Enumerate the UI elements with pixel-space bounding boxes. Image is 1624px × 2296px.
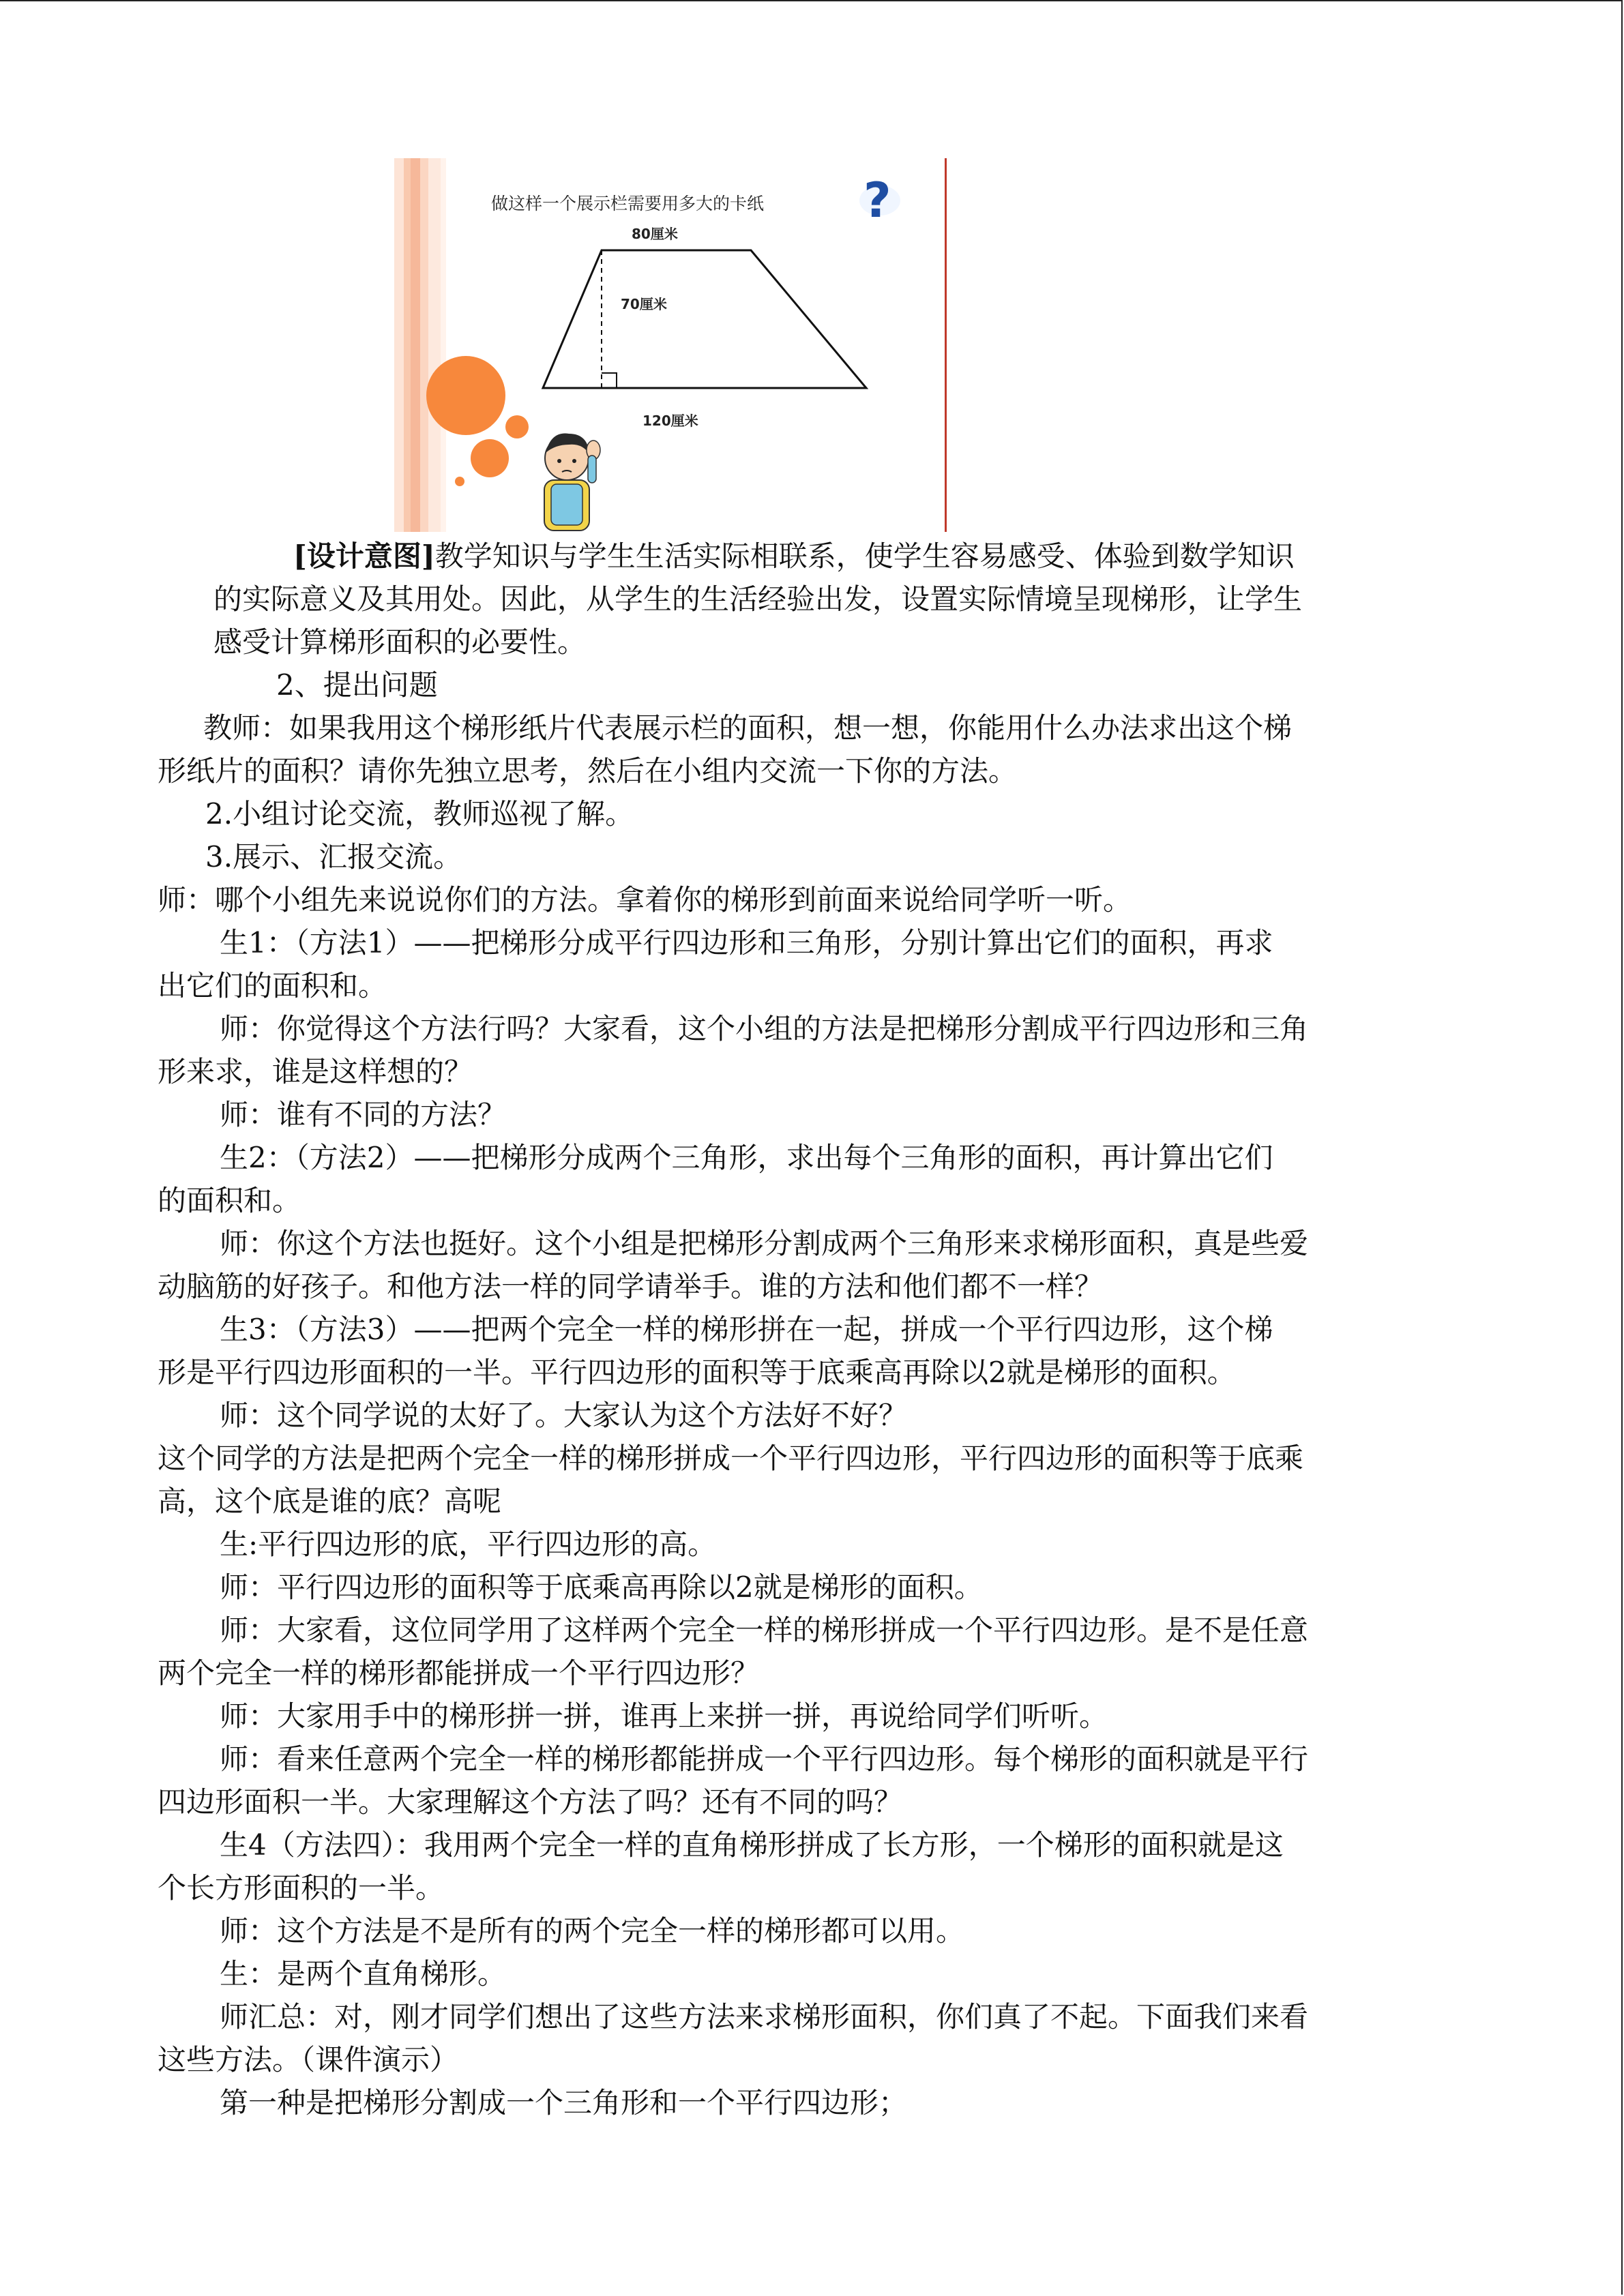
paragraph-line: 两个完全一样的梯形都能拼成一个平行四边形？: [158, 1656, 760, 1690]
paragraph-line: 这些方法。（课件演示）: [158, 2043, 459, 2076]
paragraph-line: 师汇总：对，刚才同学们想出了这些方法来求梯形面积，你们真了不起。下面我们来看: [220, 2000, 1309, 2033]
paragraph-line: 生2：（方法2）——把梯形分成两个三角形，求出每个三角形的面积，再计算出它们: [220, 1141, 1273, 1174]
paragraph-line: 这个同学的方法是把两个完全一样的梯形拼成一个平行四边形，平行四边形的面积等于底乘: [158, 1442, 1304, 1475]
decorative-circle: [505, 415, 529, 438]
intent-line-1: [293, 536, 1295, 577]
top-base-label: 80厘米: [632, 226, 678, 242]
paragraph-line: 师：你觉得这个方法行吗？大家看，这个小组的方法是把梯形分割成平行四边形和三角: [220, 1012, 1309, 1045]
paragraph-line: 师：大家看，这位同学用了这样两个完全一样的梯形拼成一个平行四边形。是不是任意: [220, 1613, 1309, 1647]
bottom-base-label: 120厘米: [643, 413, 698, 429]
paragraph-line: 的面积和。: [158, 1184, 301, 1217]
stripe-decoration: [420, 158, 428, 532]
paragraph-line: 生:平行四边形的底，平行四边形的高。: [220, 1527, 717, 1561]
paragraph-line: 3.展示、汇报交流。: [205, 840, 462, 874]
decorative-circle: [455, 477, 464, 486]
paragraph-line: 师：平行四边形的面积等于底乘高再除以2就是梯形的面积。: [220, 1570, 983, 1604]
stripe-decoration: [394, 158, 404, 532]
intent-line-3: 感受计算梯形面积的必要性。: [213, 625, 587, 659]
paragraph-line: 师：大家用手中的梯形拼一拼，谁再上来拼一拼，再说给同学们听听。: [220, 1699, 1108, 1733]
intent-text: 教学知识与学生生活实际相联系，使学生容易感受、体验到数学知识: [434, 539, 1295, 573]
paragraph-line: 高，这个底是谁的底？高呢: [158, 1485, 502, 1518]
paragraph-line: 生3：（方法3）——把两个完全一样的梯形拼在一起，拼成一个平行四边形，这个梯: [220, 1313, 1273, 1346]
paragraph-line: 师：这个同学说的太好了。大家认为这个方法好不好？: [220, 1399, 908, 1432]
paragraph-line: 教师：如果我用这个梯形纸片代表展示栏的面积，想一想，你能用什么办法求出这个梯: [203, 711, 1293, 745]
svg-text:?: ?: [863, 173, 891, 228]
decorative-circle: [471, 439, 509, 477]
section-heading: 2、提出问题: [276, 668, 438, 702]
slide-right-border: [945, 158, 947, 532]
paragraph-line: 师：看来任意两个完全一样的梯形都能拼成一个平行四边形。每个梯形的面积就是平行: [220, 1742, 1309, 1776]
design-intent-label: [设计意图]: [293, 539, 435, 573]
stripe-decoration: [411, 158, 420, 532]
paragraph-line: 生4（方法四）：我用两个完全一样的直角梯形拼成了长方形，一个梯形的面积就是这: [220, 1828, 1284, 1862]
paragraph-line: 动脑筋的好孩子。和他方法一样的同学请举手。谁的方法和他们都不一样？: [158, 1270, 1104, 1303]
paragraph-line: 师：这个方法是不是所有的两个完全一样的梯形都可以用。: [220, 1914, 965, 1948]
paragraph-line: 第一种是把梯形分割成一个三角形和一个平行四边形；: [220, 2086, 908, 2119]
lesson-slide-image: [394, 158, 948, 532]
slide-title: 做这样一个展示栏需要用多大的卡纸: [491, 194, 765, 213]
intent-line-2: 的实际意义及其用处。因此，从学生的生活经验出发，设置实际情境呈现梯形，让学生: [213, 582, 1303, 616]
paragraph-line: 出它们的面积和。: [158, 969, 387, 1002]
stripe-decoration: [428, 158, 441, 532]
paragraph-line: 2.小组讨论交流，教师巡视了解。: [205, 797, 634, 831]
paragraph-line: 四边形面积一半。大家理解这个方法了吗？还有不同的吗？: [158, 1785, 903, 1819]
stripe-decoration: [441, 158, 446, 532]
paragraph-line: 形纸片的面积？请你先独立思考，然后在小组内交流一下你的方法。: [158, 754, 1018, 788]
paragraph-line: 形是平行四边形面积的一半。平行四边形的面积等于底乘高再除以2就是梯形的面积。: [158, 1356, 1236, 1389]
paragraph-line: 师：哪个小组先来说说你们的方法。拿着你的梯形到前面来说给同学听一听。: [158, 883, 1132, 916]
paragraph-line: 生1：（方法1）——把梯形分成平行四边形和三角形，分别计算出它们的面积，再求: [220, 926, 1273, 959]
height-label: 70厘米: [621, 296, 667, 312]
slide-graphic: [394, 158, 948, 532]
paragraph-line: 个长方形面积的一半。: [158, 1871, 445, 1905]
paragraph-line: 师：谁有不同的方法？: [220, 1098, 507, 1131]
paragraph-line: 师：你这个方法也挺好。这个小组是把梯形分割成两个三角形来求梯形面积，真是些爱: [220, 1227, 1309, 1260]
decorative-circle: [426, 356, 505, 435]
paragraph-line: 生：是两个直角梯形。: [220, 1957, 507, 1991]
stripe-decoration: [404, 158, 411, 532]
paragraph-line: 形来求，谁是这样想的？: [158, 1055, 473, 1088]
